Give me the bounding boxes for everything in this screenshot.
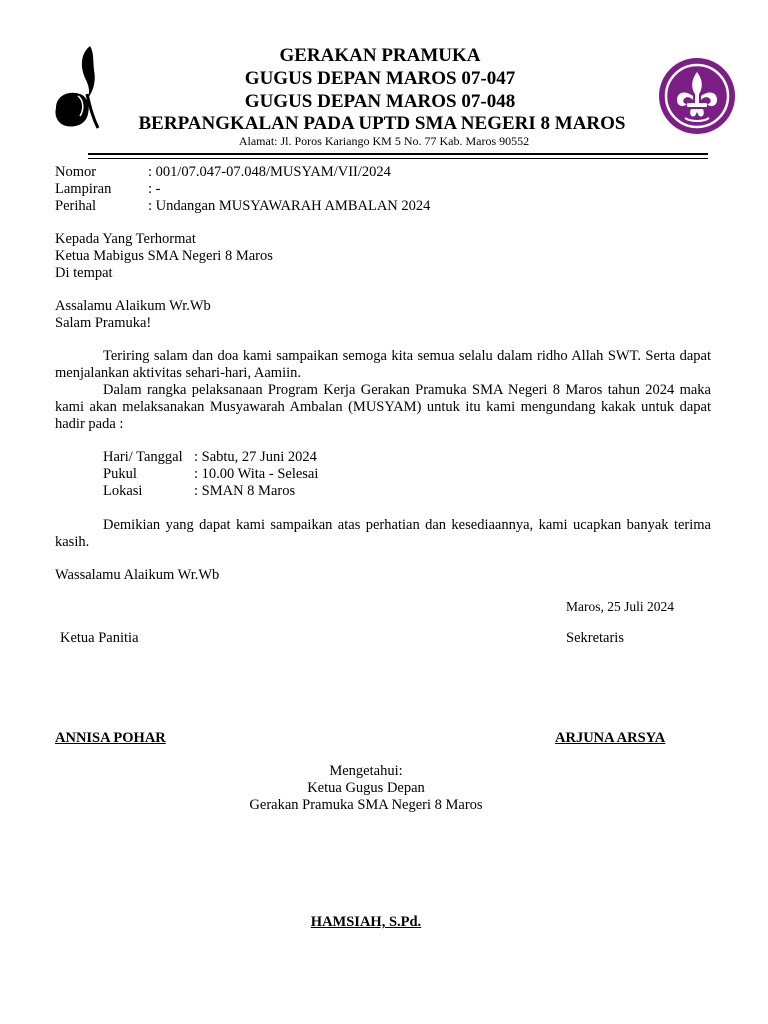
lampiran-value: : - [148, 181, 161, 197]
right-signatory-name: ARJUNA ARSYA [555, 730, 666, 746]
greeting-line-1: Assalamu Alaikum Wr.Wb [55, 298, 211, 314]
letterhead-line-4: BERPANGKALAN PADA UPTD SMA NEGERI 8 MAROS [138, 113, 626, 134]
nomor-value: : 001/07.047-07.048/MUSYAM/VII/2024 [148, 164, 391, 180]
letterhead-rule-thick [88, 153, 708, 155]
event-date-value: : Sabtu, 27 Juni 2024 [194, 449, 317, 465]
perihal-value: : Undangan MUSYAWARAH AMBALAN 2024 [148, 198, 431, 214]
ack-line-1: Mengetahui: [329, 763, 403, 779]
nomor-label: Nomor [55, 164, 97, 180]
perihal-label: Perihal [55, 198, 97, 214]
event-time-value: : 10.00 Wita - Selesai [194, 466, 319, 482]
closing-salutation: Wassalamu Alaikum Wr.Wb [55, 567, 220, 583]
letterhead-rule-thin [88, 158, 708, 159]
letterhead-line-3: GUGUS DEPAN MAROS 07-048 [244, 91, 516, 112]
event-time-label: Pukul [103, 466, 137, 482]
place-date: Maros, 25 Juli 2024 [566, 599, 674, 614]
left-signatory-title: Ketua Panitia [60, 630, 139, 646]
body-paragraph-3: Demikian yang dapat kami sampaikan atas perhatian dan kesediaannya, kami ucapkan banyak terima kasih. [55, 517, 711, 550]
letterhead-line-1: GERAKAN PRAMUKA [279, 45, 481, 66]
recipient-line-1: Kepada Yang Terhormat [55, 231, 196, 247]
recipient-line-2: Ketua Mabigus SMA Negeri 8 Maros [55, 248, 273, 264]
letterhead-line-2: GUGUS DEPAN MAROS 07-047 [244, 68, 516, 89]
event-date-label: Hari/ Tanggal [103, 449, 183, 465]
lampiran-label: Lampiran [55, 181, 112, 197]
ack-line-3: Gerakan Pramuka SMA Negeri 8 Maros [249, 797, 483, 813]
letterhead-address: Alamat: Jl. Poros Kariango KM 5 No. 77 Kab. Maros 90552 [238, 134, 530, 148]
ack-line-2: Ketua Gugus Depan [307, 780, 425, 796]
ack-signatory-name: HAMSIAH, S.Pd. [310, 914, 422, 930]
event-place-value: : SMAN 8 Maros [194, 483, 296, 499]
event-place-label: Lokasi [103, 483, 143, 499]
left-signatory-name: ANNISA POHAR [55, 730, 166, 746]
body-paragraph-1: Teriring salam dan doa kami sampaikan semoga kita semua selalu dalam ridho Allah SWT. Serta dapat menjalankan aktivitas sehari-hari, Aamiin. [55, 348, 711, 381]
recipient-line-3: Di tempat [55, 265, 113, 281]
right-signatory-title: Sekretaris [566, 630, 624, 646]
body-paragraph-2: Dalam rangka pelaksanaan Program Kerja Gerakan Pramuka SMA Negeri 8 Maros tahun 2024 maka kami akan melaksanakan Musyawarah Ambalan (MUSYAM) untuk itu kami mengundang kakak untuk dapat hadir pada : [55, 382, 711, 432]
greeting-line-2: Salam Pramuka! [55, 315, 152, 331]
